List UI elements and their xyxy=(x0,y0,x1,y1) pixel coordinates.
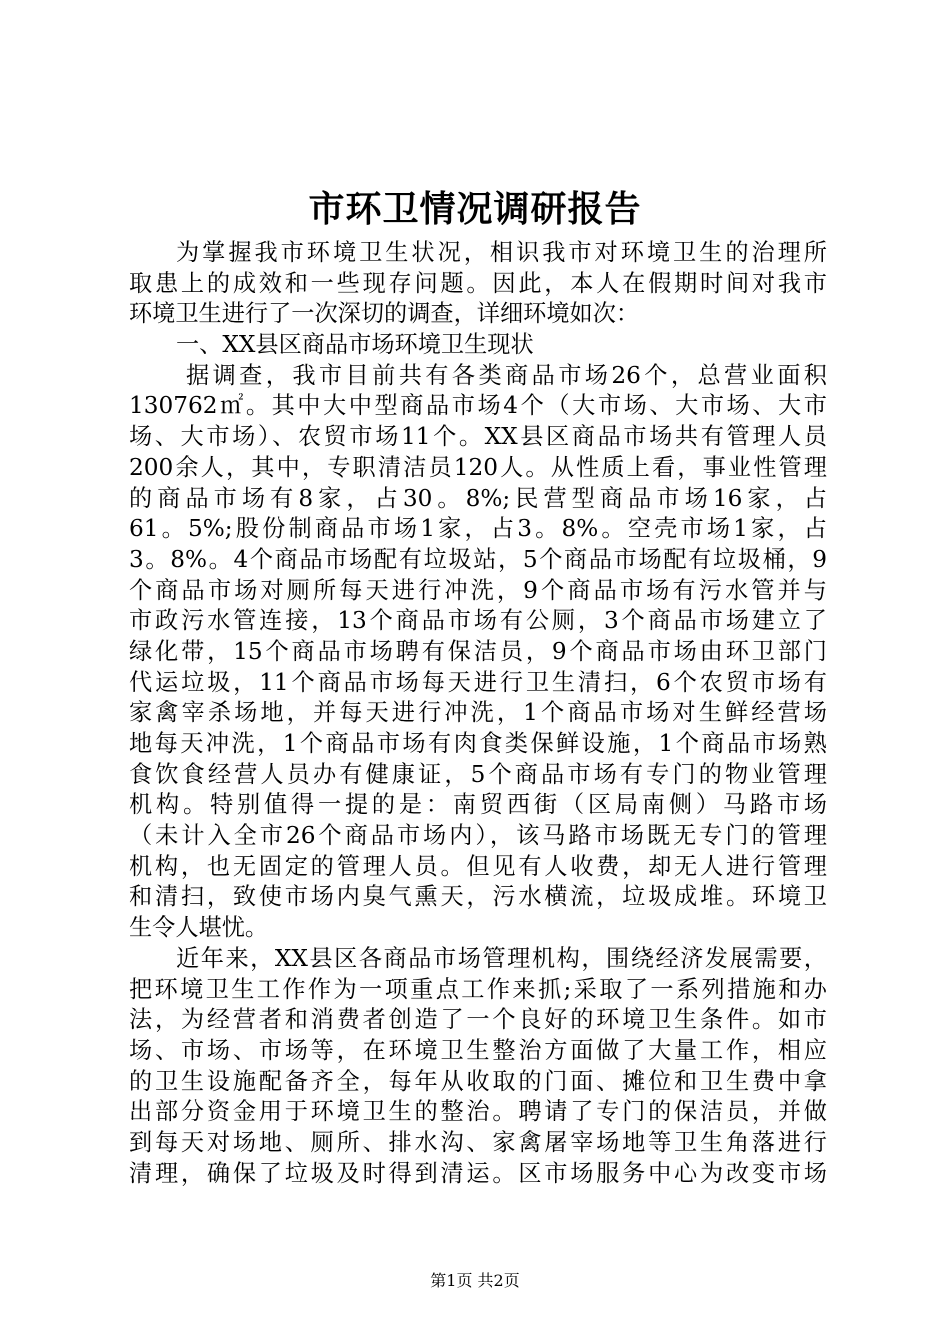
text-line: 3。8%。4个商品市场配有垃圾站，5个商品市场配有垃圾桶，9 xyxy=(129,545,827,573)
text-line: 环境卫生进行了一次深切的调查，详细环境如次： xyxy=(129,300,640,328)
text-line: 市政污水管连接，13个商品市场有公厕，3个商品市场建立了 xyxy=(129,607,827,635)
text-line: 为掌握我市环境卫生状况，相识我市对环境卫生的治理所 xyxy=(176,239,827,266)
text-line: 食饮食经营人员办有健康证，5个商品市场有专门的物业管理 xyxy=(129,760,827,788)
text-line: 绿化带，15个商品市场聘有保洁员，9个商品市场由环卫部门 xyxy=(129,637,827,665)
text-line: 法，为经营者和消费者创造了一个良好的环境卫生条件。如市 xyxy=(129,1006,827,1034)
text-line: 到每天对场地、厕所、排水沟、家禽屠宰场地等卫生角落进行 xyxy=(129,1128,827,1156)
text-line: 和清扫，致使市场内臭气熏天，污水横流，垃圾成堆。环境卫 xyxy=(129,883,827,911)
text-line: 机构。特别值得一提的是：南贸西街（区局南侧）马路市场 xyxy=(129,791,827,819)
text-line: 的卫生设施配备齐全，每年从收取的门面、摊位和卫生费中拿 xyxy=(129,1067,827,1095)
text-line: 61。5%;股份制商品市场1家，占3。8%。空壳市场1家，占 xyxy=(129,515,827,543)
text-line: 近年来，XX县区各商品市场管理机构，围绕经济发展需要， xyxy=(176,944,827,972)
text-line: 生令人堪忧。 xyxy=(129,914,269,942)
text-line: 清理，确保了垃圾及时得到清运。区市场服务中心为改变市场 xyxy=(129,1159,827,1187)
text-line: 把环境卫生工作作为一项重点工作来抓;采取了一系列措施和办 xyxy=(129,975,827,1003)
document-body xyxy=(129,238,827,1189)
text-line: （未计入全市26个商品市场内），该马路市场既无专门的管理 xyxy=(129,822,827,850)
text-line: 场、大市场）、农贸市场11个。XX县区商品市场共有管理人员 xyxy=(129,423,827,451)
text-line: 场、市场、市场等，在环境卫生整治方面做了大量工作，相应 xyxy=(129,1036,827,1064)
text-line: 个商品市场对厕所每天进行冲洗，9个商品市场有污水管并与 xyxy=(129,576,827,604)
text-line: 出部分资金用于环境卫生的整治。聘请了专门的保洁员，并做 xyxy=(129,1098,827,1126)
text-line: 据调查，我市目前共有各类商品市场26个，总营业面积 xyxy=(186,361,827,389)
text-line: 家禽宰杀场地，并每天进行冲洗，1个商品市场对生鲜经营场 xyxy=(129,699,827,727)
text-line: 130762㎡。其中大中型商品市场4个（大市场、大市场、大市 xyxy=(129,392,827,420)
section-heading: 一、XX县区商品市场环境卫生现状 xyxy=(176,331,534,359)
text-line: 地每天冲洗，1个商品市场有肉食类保鲜设施，1个商品市场熟 xyxy=(129,730,827,757)
text-line: 的商品市场有8家，占30。8%;民营型商品市场16家，占 xyxy=(129,484,827,512)
document-title: 市环卫情况调研报告 xyxy=(308,188,642,230)
page-footer: 第1页 共2页 xyxy=(430,1271,520,1290)
text-line: 代运垃圾，11个商品市场每天进行卫生清扫，6个农贸市场有 xyxy=(129,668,827,696)
text-line: 200余人，其中，专职清洁员120人。从性质上看，事业性管理 xyxy=(129,453,827,481)
text-line: 取患上的成效和一些现存问题。因此，本人在假期时间对我市 xyxy=(129,269,827,297)
text-line: 机构，也无固定的管理人员。但见有人收费，却无人进行管理 xyxy=(129,852,827,880)
